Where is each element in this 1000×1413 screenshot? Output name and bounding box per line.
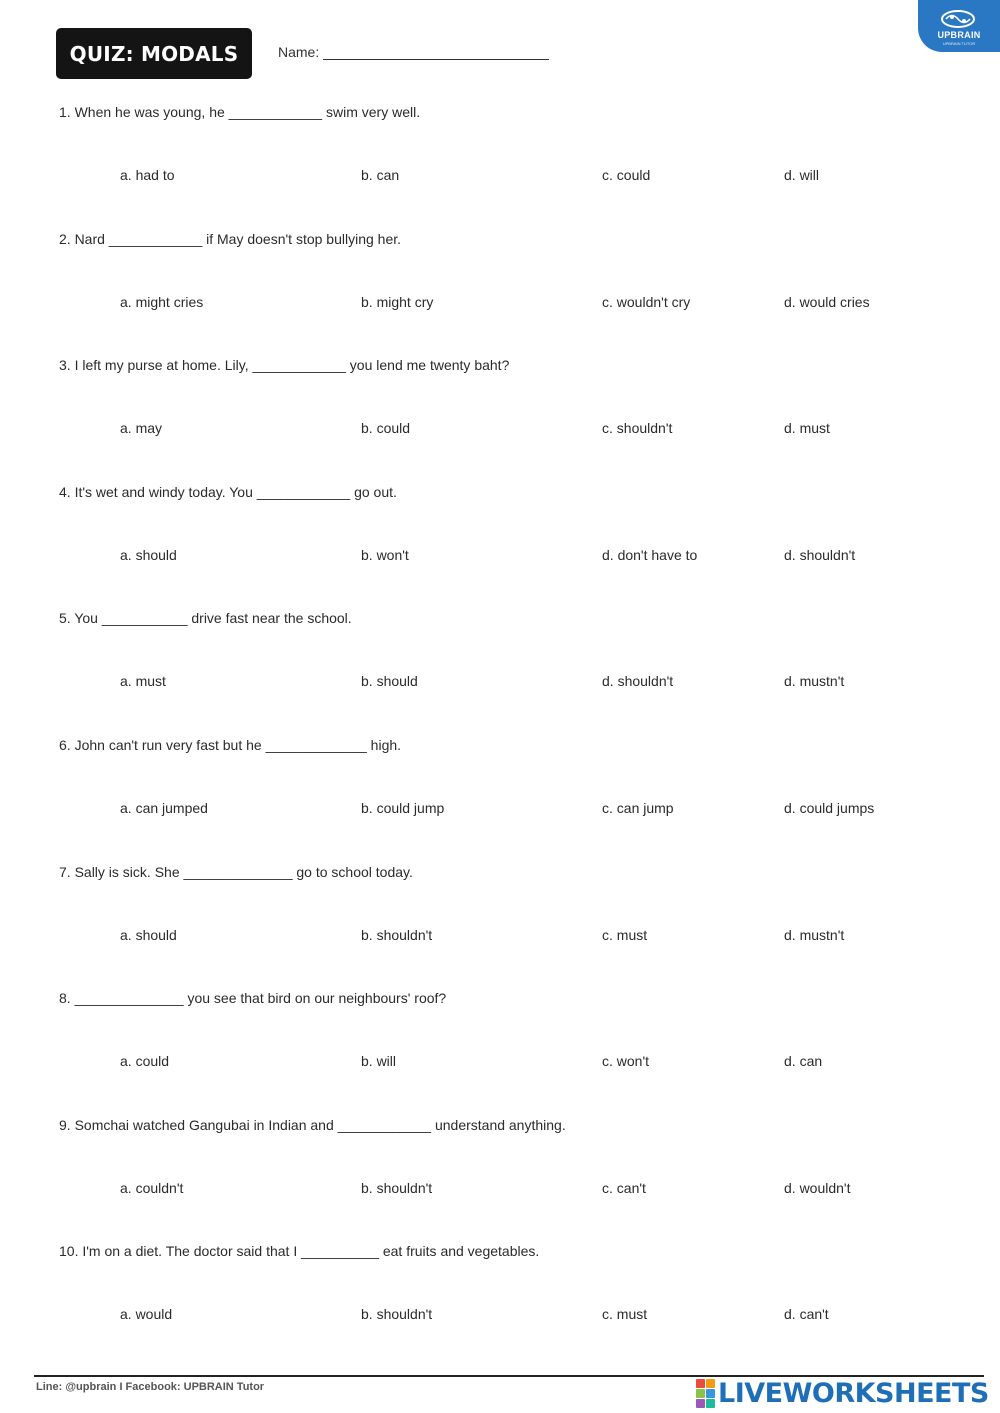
answer-option[interactable]: d. will <box>784 167 820 183</box>
answer-option[interactable]: c. shouldn't <box>602 420 673 436</box>
question-text: 1. When he was young, he ____________ swim very well. <box>59 104 421 120</box>
answer-option[interactable]: a. could <box>120 1053 170 1069</box>
answer-option[interactable]: a. must <box>120 673 166 689</box>
question-text: 9. Somchai watched Gangubai in Indian and ____________ understand anything. <box>59 1117 566 1133</box>
answer-option[interactable]: b. can <box>361 167 400 183</box>
answer-option[interactable]: a. might cries <box>120 294 204 310</box>
answer-option[interactable]: b. shouldn't <box>361 927 433 943</box>
answer-option[interactable]: b. will <box>361 1053 397 1069</box>
question-text: 7. Sally is sick. She ______________ go to school today. <box>59 864 413 880</box>
upbrain-logo <box>918 0 1000 52</box>
answer-option[interactable]: d. shouldn't <box>602 673 674 689</box>
answer-option[interactable]: c. must <box>602 927 648 943</box>
answer-option[interactable]: d. shouldn't <box>784 547 856 563</box>
answer-option[interactable]: b. could <box>361 420 411 436</box>
question-text: 4. It's wet and windy today. You ____________ go out. <box>59 484 397 500</box>
answer-option[interactable]: a. can jumped <box>120 800 208 816</box>
answer-option[interactable]: b. shouldn't <box>361 1306 433 1322</box>
answer-option[interactable]: c. won't <box>602 1053 650 1069</box>
footer-contact: Line: @upbrain I Facebook: UPBRAIN Tutor <box>36 1381 265 1393</box>
question-text: 10. I'm on a diet. The doctor said that I __________ eat fruits and vegetables. <box>59 1243 540 1259</box>
logo-tagline: UPBRAIN TUTOR <box>942 41 976 46</box>
answer-option[interactable]: d. can't <box>784 1306 829 1322</box>
answer-option[interactable]: b. won't <box>361 547 409 563</box>
answer-option[interactable]: b. could jump <box>361 800 445 816</box>
answer-option[interactable]: c. wouldn't cry <box>602 294 691 310</box>
answer-option[interactable]: d. don't have to <box>602 547 698 563</box>
liveworksheets-wordmark: LIVEWORKSHEETS <box>718 1377 989 1409</box>
brain-icon <box>938 8 978 30</box>
question-text: 3. I left my purse at home. Lily, ____________ you lend me twenty baht? <box>59 357 510 373</box>
answer-option[interactable]: b. should <box>361 673 418 689</box>
liveworksheets-logo-icon <box>696 1379 715 1408</box>
answer-option[interactable]: d. wouldn't <box>784 1180 851 1196</box>
answer-option[interactable]: c. can jump <box>602 800 674 816</box>
name-label: Name: <box>278 44 320 60</box>
name-field-row <box>278 44 549 60</box>
answer-option[interactable]: a. would <box>120 1306 173 1322</box>
answer-option[interactable]: d. could jumps <box>784 800 875 816</box>
answer-option[interactable]: a. should <box>120 547 177 563</box>
question-text: 8. ______________ you see that bird on our neighbours' roof? <box>59 990 447 1006</box>
name-input-line[interactable] <box>323 45 549 60</box>
question-text: 6. John can't run very fast but he _____________ high. <box>59 737 402 753</box>
liveworksheets-watermark <box>696 1378 989 1408</box>
logo-brand: UPBRAIN <box>937 30 981 40</box>
answer-option[interactable]: c. could <box>602 167 651 183</box>
answer-option[interactable]: a. may <box>120 420 163 436</box>
question-text: 5. You ___________ drive fast near the school. <box>59 610 352 626</box>
answer-option[interactable]: d. can <box>784 1053 823 1069</box>
answer-option[interactable]: d. mustn't <box>784 927 845 943</box>
answer-option[interactable]: b. might cry <box>361 294 434 310</box>
answer-option[interactable]: c. can't <box>602 1180 646 1196</box>
answer-option[interactable]: a. had to <box>120 167 175 183</box>
answer-option[interactable]: b. shouldn't <box>361 1180 433 1196</box>
answer-option[interactable]: d. would cries <box>784 294 870 310</box>
answer-option[interactable]: d. mustn't <box>784 673 845 689</box>
answer-option[interactable]: a. couldn't <box>120 1180 184 1196</box>
answer-option[interactable]: c. must <box>602 1306 648 1322</box>
answer-option[interactable]: d. must <box>784 420 830 436</box>
quiz-title: QUIZ: MODALS <box>56 28 252 79</box>
answer-option[interactable]: a. should <box>120 927 177 943</box>
question-text: 2. Nard ____________ if May doesn't stop bullying her. <box>59 231 402 247</box>
